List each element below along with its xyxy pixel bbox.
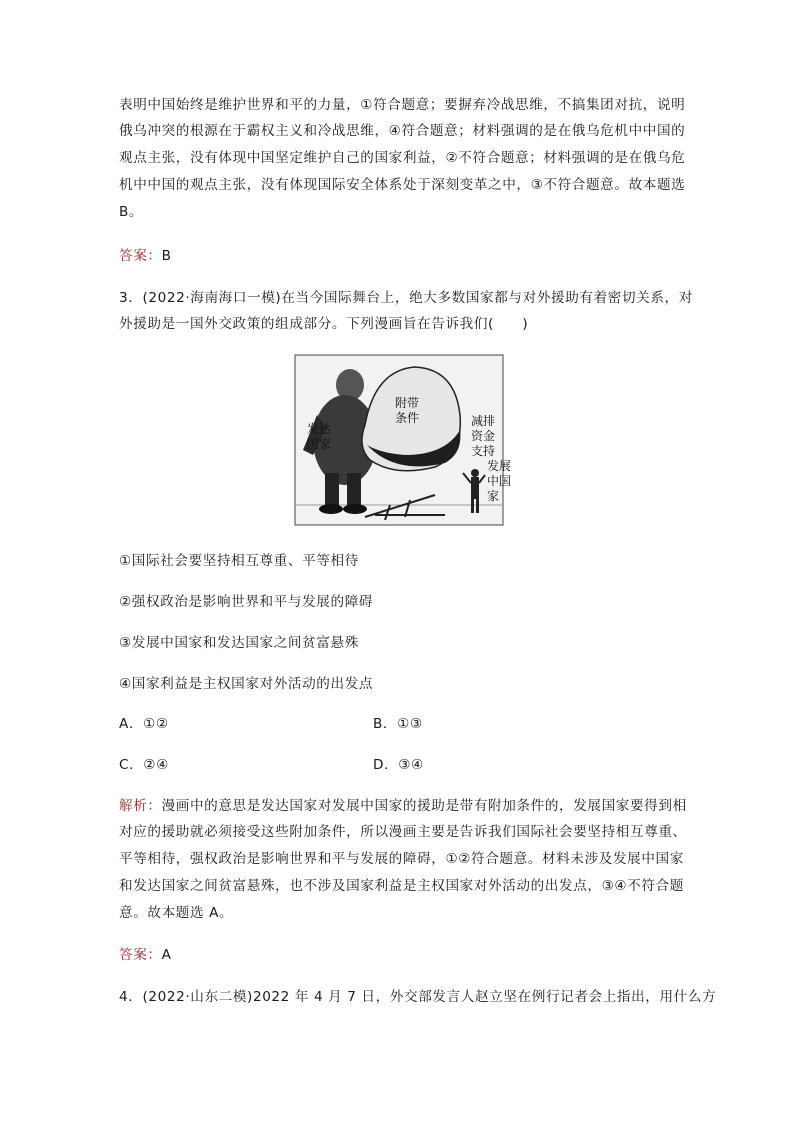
sign-label: 资金 bbox=[471, 429, 496, 443]
analysis-line: 意。故本题选 A。 bbox=[119, 905, 234, 921]
rock-label: 条件 bbox=[395, 411, 420, 425]
analysis-label: 解析： bbox=[119, 798, 162, 814]
statement-4: ④国家利益是主权国家对外活动的出发点 bbox=[119, 676, 374, 692]
answer-value: B bbox=[161, 248, 172, 264]
giver-label: 国家 bbox=[307, 437, 332, 451]
rock-label: 附带 bbox=[395, 396, 420, 410]
statement-1: ①国际社会要坚持相互尊重、平等相待 bbox=[119, 553, 359, 569]
analysis-line bbox=[119, 796, 687, 816]
analysis-line: 平等相待，强权政治是影响世界和平与发展的障碍，①②符合题意。材料未涉及发展中国家 bbox=[119, 851, 684, 867]
answer-value: A bbox=[161, 947, 172, 963]
statement-3: ③发展中国家和发达国家之间贫富悬殊 bbox=[119, 635, 359, 651]
question-stem: 外援助是一国外交政策的组成部分。下列漫画旨在告诉我们( ) bbox=[119, 316, 529, 332]
question-stem: 3．(2022·海南海口一模)在当今国际舞台上，绝大多数国家都与对外援助有着密切关系，对 bbox=[119, 290, 693, 306]
option-a: A．①② bbox=[119, 716, 169, 732]
cartoon-image bbox=[295, 355, 512, 525]
receiver-label: 家 bbox=[487, 489, 500, 503]
analysis-text: 漫画中的意思是发达国家对发展中国家的援助是带有附加条件的，发展国家要得到相 bbox=[161, 798, 687, 814]
sign-label: 减排 bbox=[471, 414, 496, 428]
analysis-line: 和发达国家之间贫富悬殊，也不涉及国家利益是主权国家对外活动的出发点，③④不符合题 bbox=[119, 878, 684, 894]
option-c: C．②④ bbox=[119, 757, 169, 773]
option-d: D．③④ bbox=[373, 757, 424, 773]
text-line: 机中中国的观点主张，没有体现国际安全体系处于深刻变革之中，③不符合题意。故本题选 bbox=[119, 177, 686, 193]
text-line: 俄乌冲突的根源在于霸权主义和冷战思维，④符合题意；材料强调的是在俄乌危机中中国的 bbox=[119, 123, 686, 139]
text-line: 表明中国始终是维护世界和平的力量，①符合题意；要摒弃冷战思维，不搞集团对抗，说明 bbox=[119, 97, 686, 113]
answer-line bbox=[119, 945, 172, 965]
receiver-label: 中国 bbox=[487, 474, 512, 488]
text-line: B。 bbox=[119, 204, 144, 220]
receiver-label: 发展 bbox=[487, 459, 512, 473]
answer-line bbox=[119, 246, 172, 266]
answer-label: 答案： bbox=[119, 947, 162, 963]
analysis-line: 对应的援助就必须接受这些附加条件，所以漫画主要是告诉我们国际社会要坚持相互尊重、 bbox=[119, 824, 687, 840]
statement-2: ②强权政治是影响世界和平与发展的障碍 bbox=[119, 594, 374, 610]
giver-label: 发达 bbox=[307, 422, 332, 436]
text-line: 观点主张，没有体现中国坚定维护自己的国家利益，②不符合题意；材料强调的是在俄乌危 bbox=[119, 150, 686, 166]
option-b: B．①③ bbox=[373, 716, 423, 732]
question-4-stem: 4．(2022·山东二模)2022 年 4 月 7 日，外交部发言人赵立坚在例行记者会上指出，用什么方 bbox=[119, 989, 717, 1005]
answer-label: 答案： bbox=[119, 248, 162, 264]
sign-label: 支持 bbox=[471, 444, 496, 458]
